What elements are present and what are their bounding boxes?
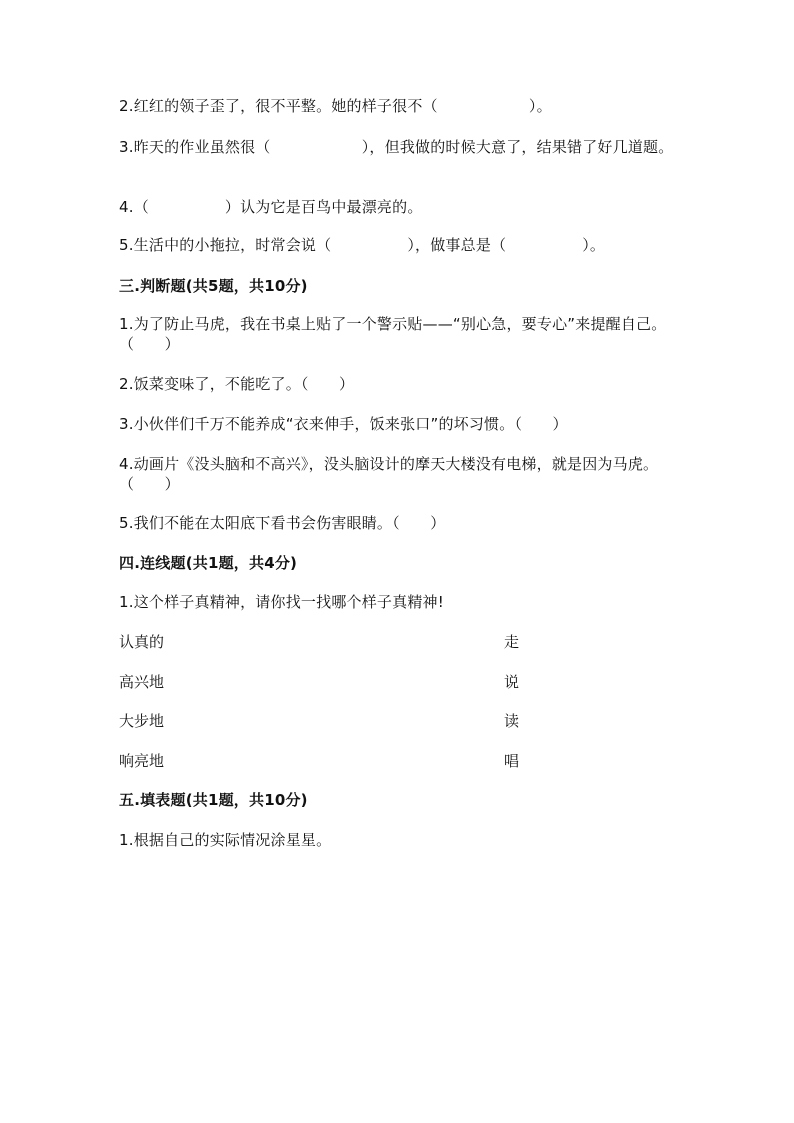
judge-item-2: 2.饭菜变味了，不能吃了。（ ） [119, 375, 355, 393]
fill-blank-q2: 2.红红的领子歪了，很不平整。她的样子很不（ ）。 [119, 97, 552, 115]
fill-blank-q4: 4.（ ）认为它是百鸟中最漂亮的。 [119, 198, 423, 216]
section-5-heading: 五.填表题(共1题，共10分) [119, 791, 308, 809]
judge-item-4: 4.动画片《没头脑和不高兴》，没头脑设计的摩天大楼没有电梯，就是因为马虎。（ ） [119, 455, 659, 493]
matching-question: 1.这个样子真精神，请你找一找哪个样子真精神! [119, 593, 444, 611]
match-right-item: 唱 [504, 752, 520, 770]
match-right-item: 读 [504, 712, 520, 730]
match-left-item: 大步地 [119, 712, 165, 730]
match-right-item: 说 [504, 673, 520, 691]
section-3-heading: 三.判断题(共5题，共10分) [119, 277, 308, 295]
fill-blank-q3: 3.昨天的作业虽然很（ ），但我做的时候大意了，结果错了好几道题。 [119, 138, 674, 156]
match-left-item: 高兴地 [119, 673, 165, 691]
match-right-item: 走 [504, 633, 520, 651]
section-4-heading: 四.连线题(共1题，共4分) [119, 554, 298, 572]
fill-blank-q5: 5.生活中的小拖拉，时常会说（ ），做事总是（ ）。 [119, 236, 606, 254]
judge-item-1: 1.为了防止马虎，我在书桌上贴了一个警示贴——“别心急，要专心”来提醒自己。（ ） [119, 315, 667, 353]
match-left-item: 响亮地 [119, 752, 165, 770]
judge-item-3: 3.小伙伴们千万不能养成“衣来伸手，饭来张口”的坏习惯。（ ） [119, 415, 568, 433]
match-left-item: 认真的 [119, 633, 165, 651]
table-fill-question: 1.根据自己的实际情况涂星星。 [119, 831, 332, 849]
judge-item-5: 5.我们不能在太阳底下看书会伤害眼睛。（ ） [119, 514, 446, 532]
